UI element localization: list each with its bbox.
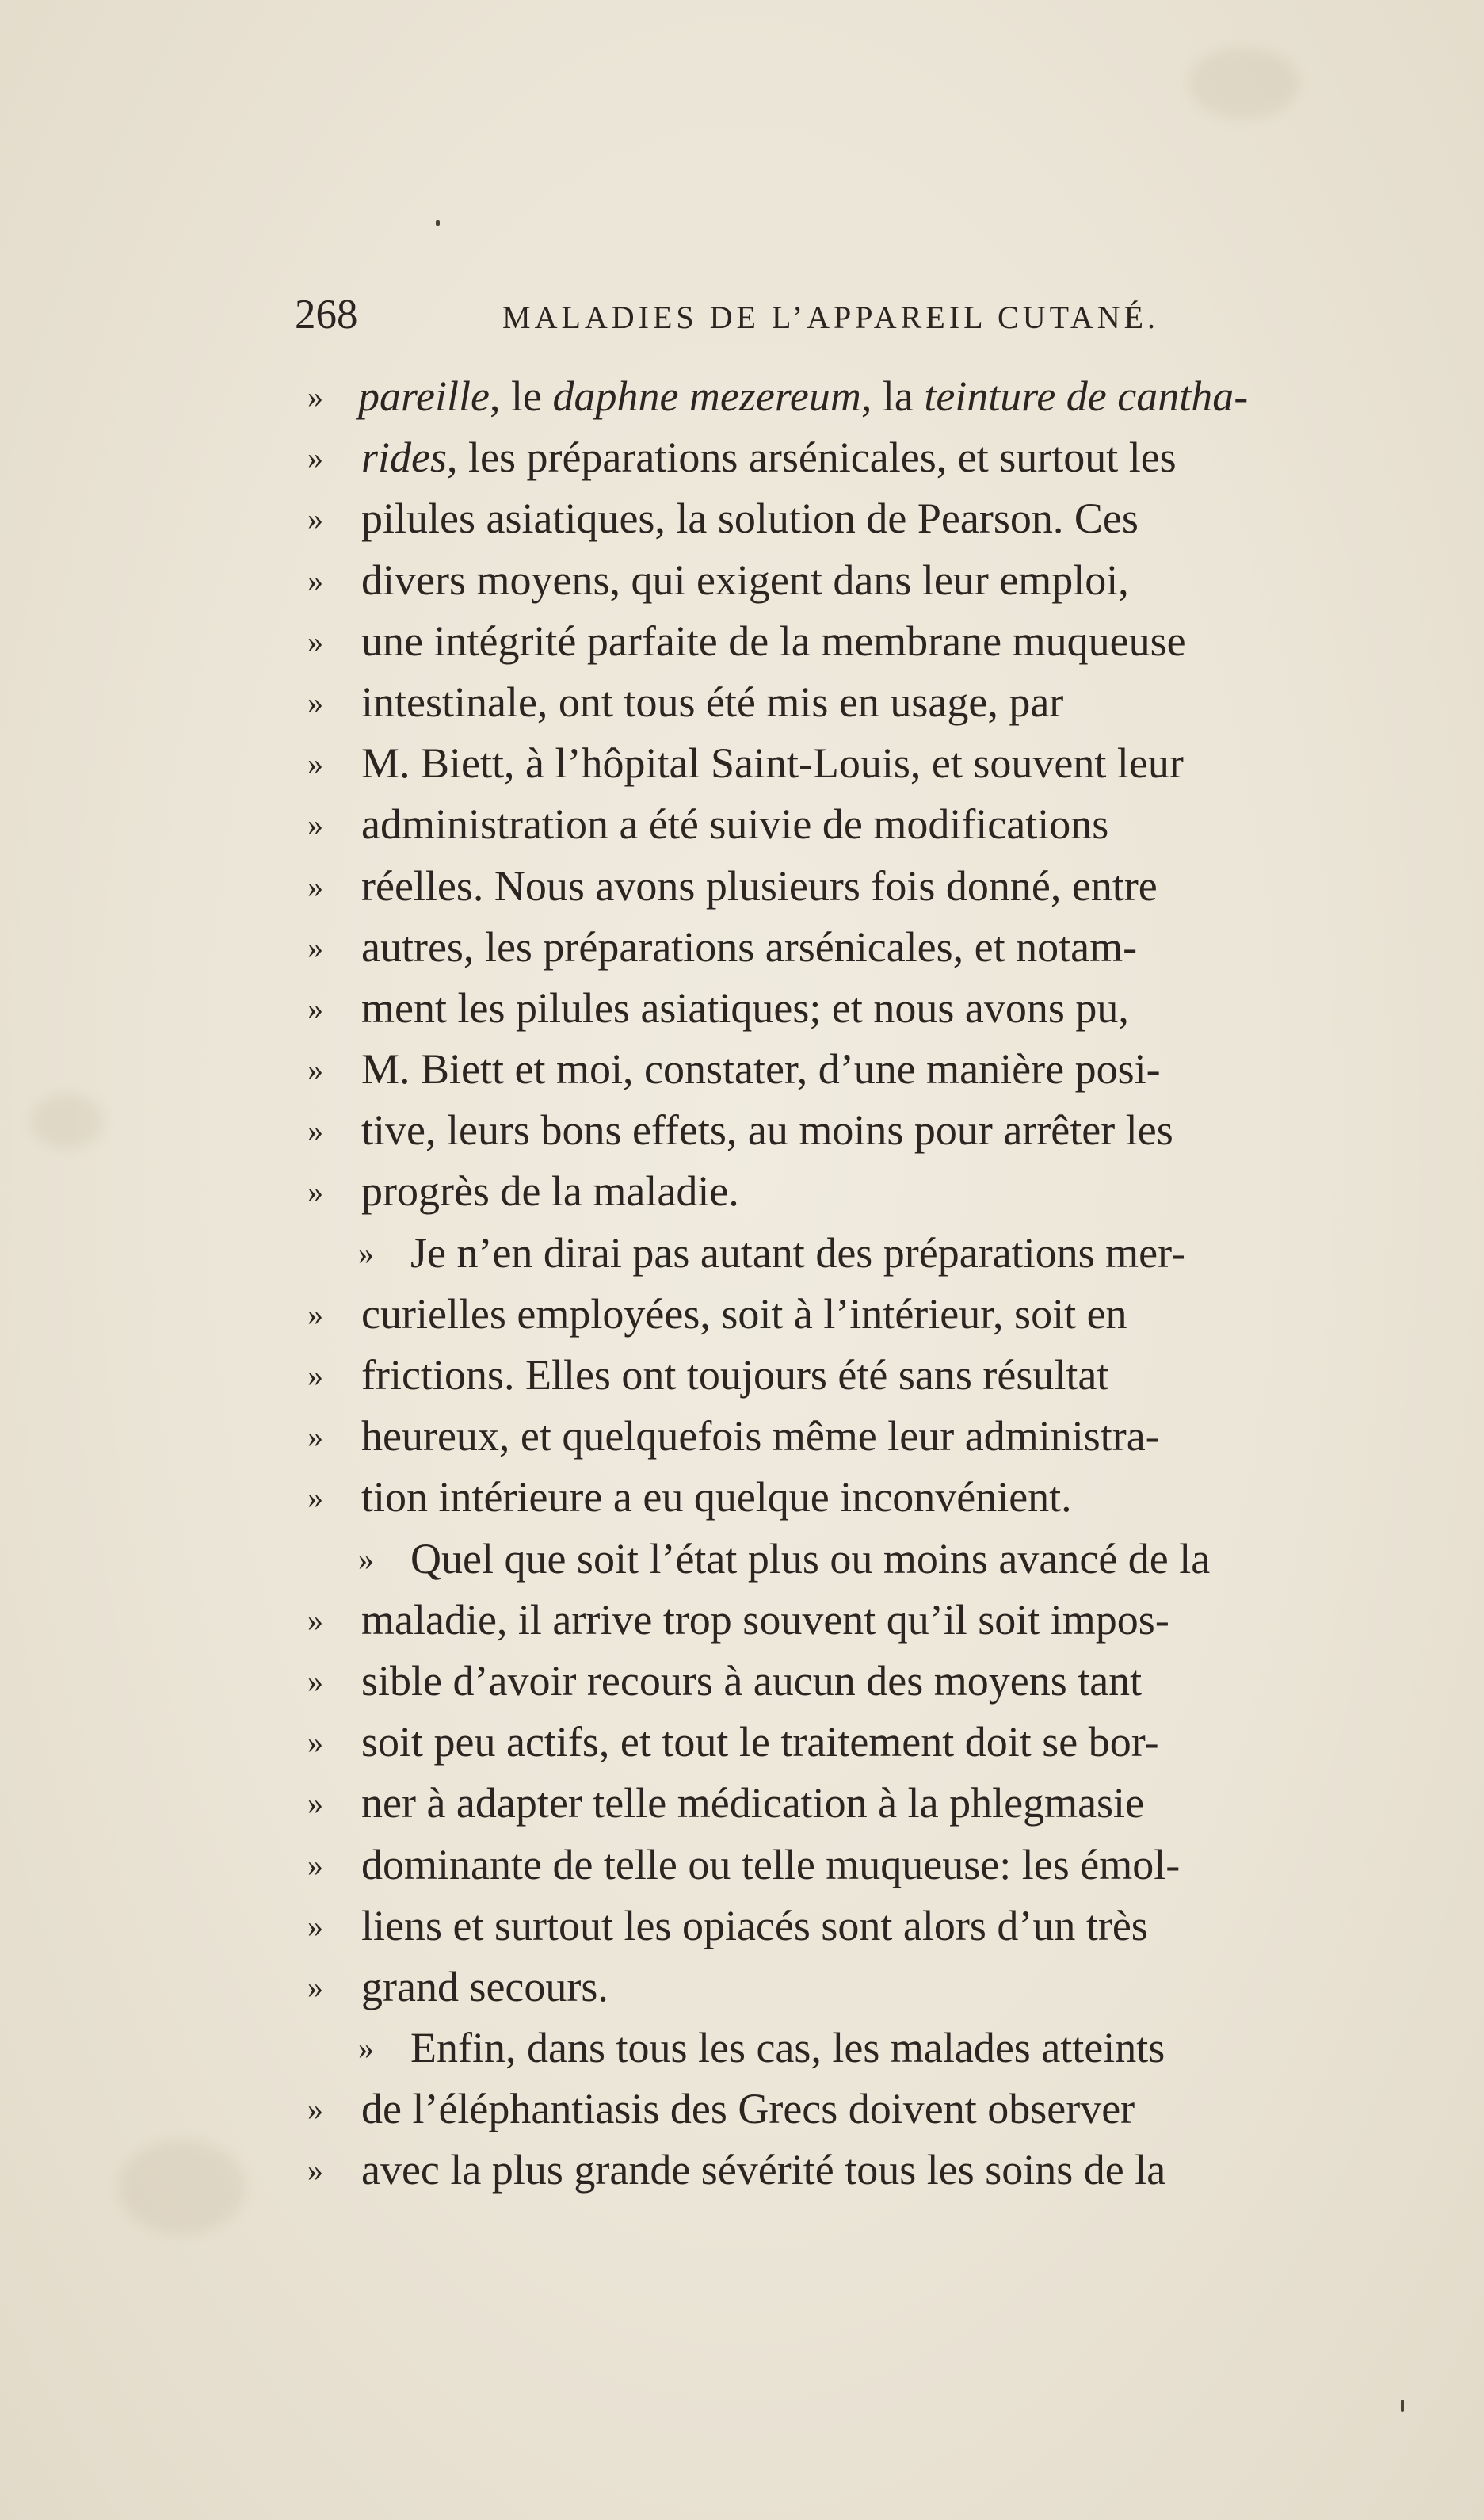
quote-mark: » bbox=[307, 440, 323, 476]
quote-mark: » bbox=[307, 1663, 323, 1699]
text-line bbox=[307, 366, 1385, 427]
text-line bbox=[307, 611, 1385, 672]
text-segment: tive, leurs bons effets, au moins pour arrêter les bbox=[361, 1106, 1173, 1155]
quote-mark: » bbox=[307, 1418, 323, 1455]
quote-mark: » bbox=[358, 2030, 374, 2067]
text-segment: administration a été suivie de modifications bbox=[361, 800, 1109, 849]
line-text bbox=[361, 1406, 1160, 1467]
line-text bbox=[361, 2079, 1135, 2140]
line-text bbox=[361, 611, 1186, 672]
quote-mark: » bbox=[307, 1846, 323, 1883]
line-text bbox=[361, 1957, 608, 2018]
line-text bbox=[410, 2018, 1165, 2079]
text-line bbox=[307, 794, 1385, 855]
text-segment: heureux, et quelquefois même leur administra- bbox=[361, 1412, 1160, 1460]
text-segment: ner à adapter telle médication à la phlegmasie bbox=[361, 1779, 1145, 1827]
line-text bbox=[361, 1039, 1161, 1100]
text-line bbox=[307, 1896, 1385, 1957]
quote-mark: » bbox=[307, 1052, 323, 1088]
italic-segment: teinture de cantha- bbox=[924, 372, 1249, 420]
line-text bbox=[361, 1712, 1159, 1773]
text-line bbox=[307, 2079, 1385, 2140]
text-line bbox=[307, 2018, 1385, 2079]
quote-mark: » bbox=[307, 684, 323, 720]
text-line bbox=[307, 1590, 1385, 1651]
text-segment: frictions. Elles ont toujours été sans résultat bbox=[361, 1351, 1109, 1399]
quote-mark: » bbox=[307, 1968, 323, 2005]
line-text bbox=[361, 1651, 1142, 1712]
paper-stain bbox=[119, 2140, 246, 2235]
quote-mark: » bbox=[307, 501, 323, 537]
paper-stain bbox=[1188, 48, 1299, 119]
text-line bbox=[307, 1467, 1385, 1528]
line-text bbox=[361, 794, 1108, 855]
text-segment: Quel que soit l’état plus ou moins avancé de la bbox=[410, 1534, 1211, 1583]
paper-stain bbox=[32, 1094, 103, 1149]
text-line bbox=[307, 856, 1385, 917]
body-text bbox=[307, 366, 1385, 2201]
quote-mark: » bbox=[307, 1357, 323, 1393]
text-line bbox=[307, 1161, 1385, 1222]
quote-mark: » bbox=[307, 1602, 323, 1638]
line-text bbox=[361, 550, 1129, 611]
text-line bbox=[307, 1406, 1385, 1467]
text-segment: maladie, il arrive trop souvent qu’il soit impos- bbox=[361, 1595, 1169, 1644]
text-segment: divers moyens, qui exigent dans leur emploi, bbox=[361, 556, 1129, 604]
quote-mark: » bbox=[358, 1235, 374, 1271]
text-line bbox=[307, 1039, 1385, 1100]
line-text bbox=[410, 1529, 1210, 1590]
line-text bbox=[361, 1345, 1108, 1406]
text-segment: M. Biett, à l’hôpital Saint-Louis, et souvent leur bbox=[361, 739, 1184, 788]
quote-mark: » bbox=[307, 1724, 323, 1761]
quote-mark: » bbox=[307, 807, 323, 843]
quote-mark: » bbox=[307, 1113, 323, 1149]
quote-mark: » bbox=[307, 623, 323, 659]
text-line bbox=[307, 1835, 1385, 1896]
quote-mark: » bbox=[307, 1785, 323, 1822]
text-line bbox=[307, 1345, 1385, 1406]
text-line bbox=[307, 978, 1385, 1039]
line-text bbox=[361, 672, 1063, 733]
text-line bbox=[307, 672, 1385, 733]
text-segment: , les préparations arsénicales, et surtout les bbox=[447, 433, 1177, 482]
line-text bbox=[361, 1100, 1173, 1161]
text-line bbox=[307, 917, 1385, 978]
line-text bbox=[361, 1773, 1144, 1834]
text-segment: tion intérieure a eu quelque inconvénient. bbox=[361, 1473, 1072, 1522]
text-line bbox=[307, 1284, 1385, 1345]
text-segment: une intégrité parfaite de la membrane muqueuse bbox=[361, 617, 1186, 665]
text-segment: curielles employées, soit à l’intérieur, soit en bbox=[361, 1289, 1127, 1338]
ink-speck bbox=[436, 220, 440, 226]
line-text bbox=[361, 488, 1139, 549]
text-line bbox=[307, 1223, 1385, 1284]
text-line bbox=[307, 1651, 1385, 1712]
quote-mark: » bbox=[307, 929, 323, 965]
text-line bbox=[307, 1957, 1385, 2018]
line-text bbox=[361, 917, 1137, 978]
text-line bbox=[307, 2140, 1385, 2201]
text-segment: ment les pilules asiatiques; et nous avons pu, bbox=[361, 983, 1129, 1032]
line-text bbox=[361, 427, 1177, 488]
quote-mark: » bbox=[307, 990, 323, 1026]
quote-mark: » bbox=[307, 379, 323, 414]
text-line bbox=[307, 1712, 1385, 1773]
quote-mark: » bbox=[307, 746, 323, 782]
text-segment: grand secours. bbox=[361, 1962, 608, 2010]
line-text bbox=[361, 733, 1184, 794]
line-text bbox=[361, 1590, 1169, 1651]
line-text bbox=[361, 1161, 739, 1222]
text-segment: réelles. Nous avons plusieurs fois donné, entre bbox=[361, 861, 1158, 910]
quote-mark: » bbox=[307, 2152, 323, 2189]
text-segment: progrès de la maladie. bbox=[361, 1167, 739, 1216]
quote-mark: » bbox=[307, 1296, 323, 1332]
line-text bbox=[361, 978, 1129, 1039]
text-line bbox=[307, 1773, 1385, 1834]
text-line bbox=[307, 733, 1385, 794]
quote-mark: » bbox=[307, 2091, 323, 2128]
text-line bbox=[307, 550, 1385, 611]
text-line bbox=[307, 427, 1385, 488]
line-text bbox=[410, 1223, 1185, 1284]
line-text bbox=[361, 1284, 1127, 1345]
quote-mark: » bbox=[358, 1541, 374, 1577]
quote-mark: » bbox=[307, 1907, 323, 1944]
text-segment: liens et surtout les opiacés sont alors d’un très bbox=[361, 1901, 1148, 1949]
text-line bbox=[307, 1529, 1385, 1590]
line-text bbox=[361, 1896, 1148, 1957]
quote-mark: » bbox=[307, 1480, 323, 1516]
page-header bbox=[295, 287, 1174, 342]
text-segment: , le bbox=[489, 372, 553, 420]
text-segment: intestinale, ont tous été mis en usage, par bbox=[361, 678, 1064, 726]
italic-segment: rides bbox=[361, 433, 447, 482]
line-text bbox=[361, 856, 1158, 917]
italic-segment: pareille bbox=[358, 372, 490, 420]
page-number: 268 bbox=[295, 292, 358, 338]
text-segment: avec la plus grande sévérité tous les soins de la bbox=[361, 2146, 1166, 2194]
text-segment: dominante de telle ou telle muqueuse: les émol- bbox=[361, 1840, 1181, 1888]
quote-mark: » bbox=[307, 868, 323, 904]
text-segment: autres, les préparations arsénicales, et notam- bbox=[361, 922, 1138, 971]
text-segment: , la bbox=[860, 372, 925, 420]
text-segment: Je n’en dirai pas autant des préparations mer- bbox=[410, 1228, 1186, 1277]
text-segment: M. Biett et moi, constater, d’une manière posi- bbox=[361, 1045, 1161, 1094]
ink-speck bbox=[1401, 2400, 1404, 2412]
text-line bbox=[307, 488, 1385, 549]
running-title: MALADIES DE L’APPAREIL CUTANÉ. bbox=[502, 300, 1160, 335]
line-text bbox=[361, 1467, 1072, 1528]
quote-mark: » bbox=[307, 1174, 323, 1210]
line-text bbox=[358, 366, 1248, 427]
text-segment: sible d’avoir recours à aucun des moyens tant bbox=[361, 1656, 1143, 1705]
italic-segment: daphne mezereum bbox=[552, 372, 861, 420]
quote-mark: » bbox=[307, 562, 323, 598]
text-segment: soit peu actifs, et tout le traitement doit se bor- bbox=[361, 1718, 1159, 1766]
text-segment: pilules asiatiques, la solution de Pearson. Ces bbox=[361, 494, 1139, 543]
text-line bbox=[307, 1100, 1385, 1161]
line-text bbox=[361, 2140, 1165, 2201]
text-segment: Enfin, dans tous les cas, les malades atteints bbox=[410, 2024, 1165, 2072]
text-segment: de l’éléphantiasis des Grecs doivent observer bbox=[361, 2085, 1135, 2133]
line-text bbox=[361, 1835, 1180, 1896]
